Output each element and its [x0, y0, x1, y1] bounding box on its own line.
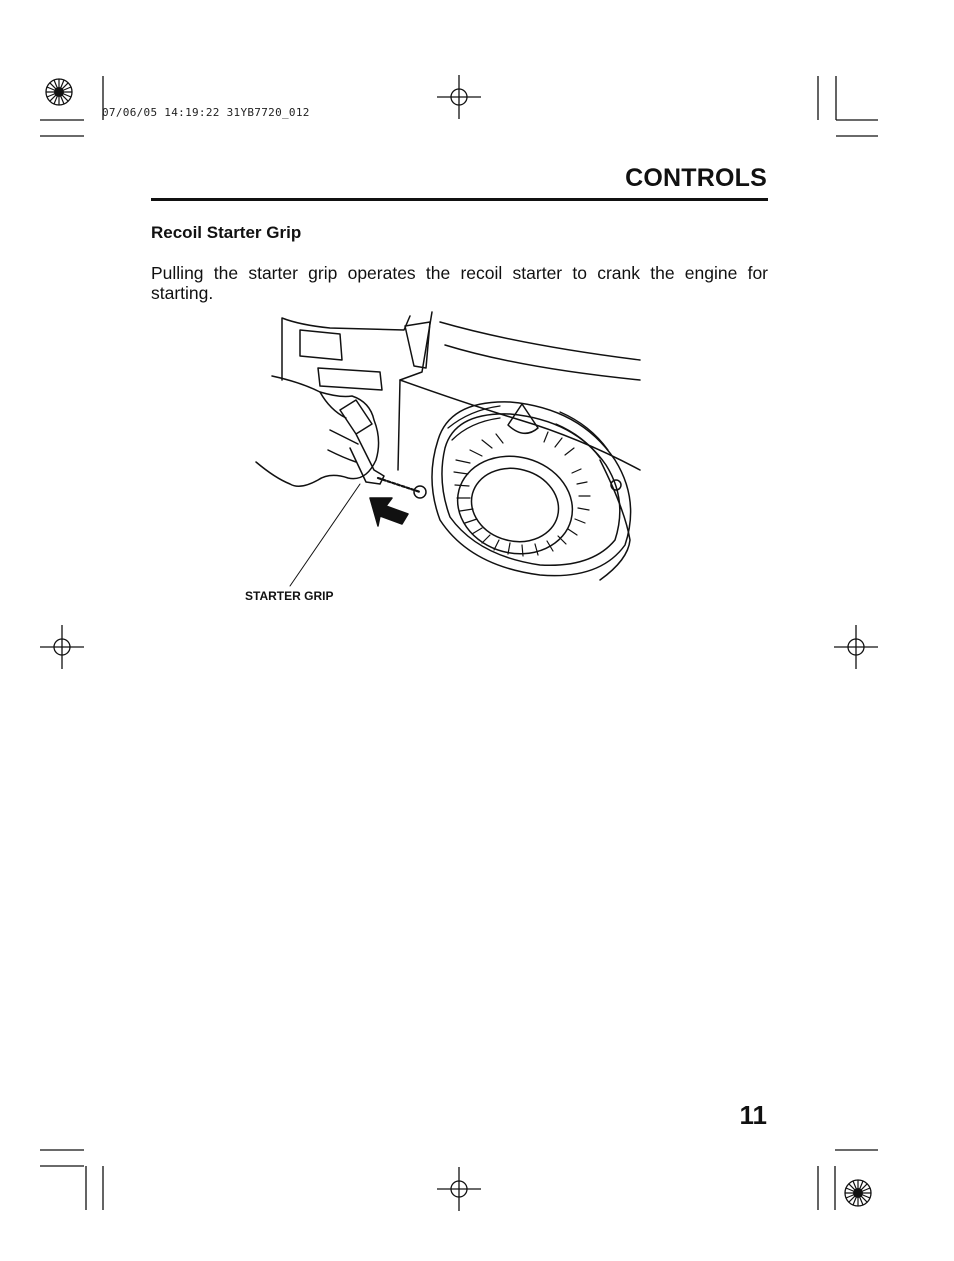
- starter-cover: [414, 402, 631, 576]
- body-paragraph: Pulling the starter grip operates the recoil starter to crank the engine for starting.: [151, 263, 768, 303]
- registration-target-icon: [845, 1180, 871, 1206]
- starter-rope: [378, 478, 420, 492]
- crosshair-icon: [40, 625, 84, 669]
- section-title: CONTROLS: [625, 164, 767, 192]
- registration-target-icon: [46, 79, 72, 105]
- crosshair-icon: [834, 625, 878, 669]
- page-number: 11: [739, 1100, 767, 1130]
- starter-grip: [340, 400, 384, 484]
- callout-starter-grip: STARTER GRIP: [245, 589, 334, 603]
- crosshair-icon: [437, 1167, 481, 1211]
- crosshair-icon: [437, 75, 481, 119]
- print-stamp: 07/06/05 14:19:22 31YB7720_012: [102, 106, 310, 119]
- subheading: Recoil Starter Grip: [151, 223, 302, 242]
- pull-arrow-icon: [370, 498, 408, 526]
- engine-housing: [282, 312, 432, 470]
- title-rule: [151, 198, 768, 201]
- callout-leader: [290, 484, 360, 586]
- recoil-starter-illustration: [250, 310, 650, 600]
